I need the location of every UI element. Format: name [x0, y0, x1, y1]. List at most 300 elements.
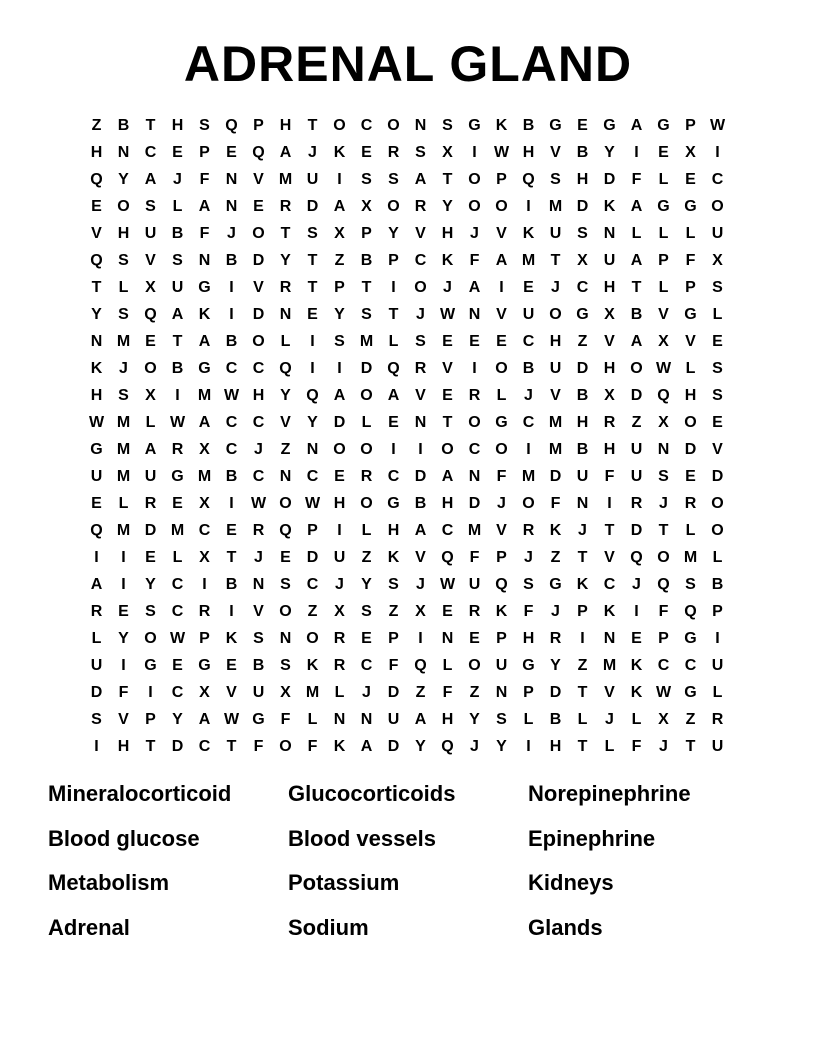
grid-letter: A [333, 198, 346, 215]
grid-letter: W [709, 117, 726, 134]
grid-letter: I [337, 171, 342, 188]
grid-letter: E [91, 495, 102, 512]
grid-letter: V [685, 333, 696, 350]
grid-letter: T [226, 738, 237, 755]
word-list-item: Mineralocorticoid [48, 781, 232, 806]
grid-letter: Z [361, 549, 372, 566]
grid-letter: E [631, 630, 642, 647]
grid-letter: B [630, 306, 643, 323]
grid-letter: B [360, 252, 373, 269]
grid-letter: E [118, 603, 129, 620]
grid-letter: L [685, 522, 696, 539]
grid-letter: V [415, 225, 426, 242]
grid-letter: O [360, 441, 373, 458]
grid-letter: U [144, 225, 157, 242]
grid-letter: E [226, 144, 237, 161]
grid-letter: Q [657, 576, 670, 593]
grid-letter: L [712, 306, 723, 323]
grid-letter: K [441, 252, 454, 269]
grid-letter: O [279, 738, 292, 755]
grid-letter: K [225, 630, 238, 647]
grid-letter: R [522, 522, 535, 539]
grid-letter: S [496, 711, 507, 728]
grid-letter: Y [604, 144, 615, 161]
grid-letter: Q [90, 171, 103, 188]
grid-letter: A [171, 306, 184, 323]
grid-letter: L [334, 684, 345, 701]
grid-letter: J [254, 549, 263, 566]
grid-letter: K [333, 144, 346, 161]
grid-letter: S [253, 630, 264, 647]
grid-letter: S [658, 468, 669, 485]
grid-letter: O [468, 414, 481, 431]
grid-letter: A [414, 711, 427, 728]
grid-letter: C [198, 738, 211, 755]
grid-letter: I [121, 657, 126, 674]
grid-letter: Y [361, 576, 372, 593]
grid-letter: E [658, 144, 669, 161]
grid-letter: G [684, 630, 697, 647]
grid-letter: R [279, 279, 292, 296]
grid-letter: L [496, 387, 507, 404]
grid-letter: M [548, 414, 563, 431]
grid-letter: U [387, 711, 400, 728]
grid-letter: I [175, 387, 180, 404]
grid-letter: A [387, 387, 400, 404]
grid-letter: G [549, 576, 562, 593]
grid-letter: V [604, 684, 615, 701]
grid-letter: M [521, 252, 536, 269]
grid-letter: A [414, 171, 427, 188]
grid-letter: S [523, 576, 534, 593]
grid-letter: I [607, 495, 612, 512]
grid-letter: V [253, 603, 264, 620]
grid-letter: J [443, 279, 452, 296]
grid-letter: H [90, 387, 103, 404]
grid-letter: C [522, 414, 535, 431]
grid-letter: L [388, 333, 399, 350]
grid-letter: Y [280, 387, 291, 404]
grid-letter: I [580, 630, 585, 647]
grid-letter: O [144, 630, 157, 647]
grid-letter: S [712, 387, 723, 404]
grid-letter: V [496, 522, 507, 539]
grid-letter: E [442, 333, 453, 350]
grid-letter: J [416, 576, 425, 593]
grid-letter: J [551, 279, 560, 296]
grid-letter: P [334, 279, 345, 296]
grid-letter: A [333, 387, 346, 404]
grid-letter: T [577, 549, 588, 566]
grid-letter: R [549, 630, 562, 647]
grid-letter: V [280, 414, 291, 431]
grid-letter: U [630, 468, 643, 485]
grid-letter: R [630, 495, 643, 512]
grid-letter: L [172, 549, 183, 566]
grid-letter: R [684, 495, 697, 512]
grid-letter: X [604, 387, 615, 404]
grid-letter: I [310, 360, 315, 377]
grid-letter: Y [118, 171, 129, 188]
grid-letter: G [468, 117, 481, 134]
grid-letter: F [442, 684, 453, 701]
grid-letter: Q [225, 117, 238, 134]
grid-letter: V [496, 306, 507, 323]
word-list-item: Metabolism [48, 870, 170, 895]
grid-letter: H [117, 225, 130, 242]
grid-letter: H [441, 495, 454, 512]
grid-letter: H [441, 711, 454, 728]
grid-letter: C [252, 468, 265, 485]
grid-letter: O [657, 549, 670, 566]
grid-letter: O [306, 630, 319, 647]
grid-letter: Q [522, 171, 535, 188]
grid-letter: F [118, 684, 129, 701]
grid-letter: X [199, 495, 210, 512]
grid-letter: C [225, 441, 238, 458]
grid-letter: R [252, 522, 265, 539]
grid-letter: W [223, 711, 240, 728]
grid-letter: I [121, 549, 126, 566]
grid-letter: U [711, 225, 724, 242]
grid-letter: R [468, 387, 481, 404]
grid-letter: D [90, 684, 103, 701]
grid-letter: I [229, 279, 234, 296]
grid-letter: U [630, 441, 643, 458]
word-list-item: Norepinephrine [528, 781, 691, 806]
grid-letter: M [521, 468, 536, 485]
grid-letter: U [711, 738, 724, 755]
grid-letter: N [225, 171, 238, 188]
grid-letter: P [523, 684, 534, 701]
grid-letter: V [550, 387, 561, 404]
grid-letter: A [144, 171, 157, 188]
grid-letter: M [305, 684, 320, 701]
grid-letter: K [630, 657, 643, 674]
grid-letter: S [361, 603, 372, 620]
grid-letter: D [549, 468, 562, 485]
grid-letter: J [308, 144, 317, 161]
grid-letter: X [712, 252, 723, 269]
grid-letter: E [226, 522, 237, 539]
grid-letter: D [333, 414, 346, 431]
grid-letter: P [307, 522, 318, 539]
grid-letter: U [252, 684, 265, 701]
grid-letter: A [495, 252, 508, 269]
grid-letter: W [250, 495, 267, 512]
grid-letter: R [333, 657, 346, 674]
grid-letter: X [334, 225, 345, 242]
grid-letter: O [252, 225, 265, 242]
grid-letter: Y [280, 252, 291, 269]
grid-letter: E [442, 387, 453, 404]
grid-letter: K [333, 738, 346, 755]
grid-letter: C [522, 333, 535, 350]
grid-letter: J [659, 738, 668, 755]
grid-letter: Q [306, 387, 319, 404]
grid-letter: S [307, 225, 318, 242]
grid-letter: K [495, 603, 508, 620]
grid-letter: C [711, 171, 724, 188]
grid-letter: O [522, 495, 535, 512]
grid-letter: X [604, 306, 615, 323]
grid-letter: H [90, 144, 103, 161]
grid-letter: K [306, 657, 319, 674]
grid-letter: X [658, 711, 669, 728]
grid-letter: G [198, 279, 211, 296]
grid-letter: J [470, 225, 479, 242]
grid-letter: B [117, 117, 130, 134]
grid-letter: N [657, 441, 670, 458]
grid-letter: M [116, 333, 131, 350]
grid-letter: D [144, 522, 157, 539]
grid-letter: S [334, 333, 345, 350]
grid-letter: L [91, 630, 102, 647]
grid-letter: T [577, 684, 588, 701]
grid-letter: D [549, 684, 562, 701]
grid-letter: J [659, 495, 668, 512]
grid-letter: L [307, 711, 318, 728]
grid-letter: I [472, 360, 477, 377]
grid-letter: L [172, 198, 183, 215]
grid-letter: R [333, 630, 346, 647]
grid-letter: S [388, 171, 399, 188]
grid-letter: E [469, 333, 480, 350]
grid-letter: W [439, 576, 456, 593]
grid-letter: F [550, 495, 561, 512]
grid-letter: S [280, 657, 291, 674]
grid-letter: Q [387, 360, 400, 377]
grid-letter: P [496, 630, 507, 647]
grid-letter: B [576, 144, 589, 161]
grid-letter: X [658, 333, 669, 350]
grid-letter: P [685, 117, 696, 134]
grid-letter: D [468, 495, 481, 512]
grid-letter: J [605, 711, 614, 728]
grid-letter: L [658, 279, 669, 296]
grid-letter: J [362, 684, 371, 701]
grid-letter: L [658, 225, 669, 242]
grid-letter: E [685, 171, 696, 188]
grid-letter: O [279, 495, 292, 512]
grid-letter: A [360, 738, 373, 755]
grid-letter: L [361, 414, 372, 431]
grid-letter: V [118, 711, 129, 728]
grid-letter: B [414, 495, 427, 512]
grid-letter: R [279, 198, 292, 215]
grid-letter: H [522, 630, 535, 647]
grid-letter: L [118, 279, 129, 296]
grid-letter: E [172, 495, 183, 512]
grid-letter: I [337, 360, 342, 377]
grid-letter: C [576, 279, 589, 296]
grid-letter: A [198, 198, 211, 215]
grid-letter: S [118, 306, 129, 323]
grid-letter: K [603, 198, 616, 215]
grid-letter: D [603, 171, 616, 188]
grid-letter: L [577, 711, 588, 728]
grid-letter: N [225, 198, 238, 215]
grid-letter: P [361, 225, 372, 242]
grid-letter: P [496, 549, 507, 566]
grid-letter: M [359, 333, 374, 350]
grid-letter: C [414, 252, 427, 269]
grid-letter: O [495, 360, 508, 377]
grid-letter: N [90, 333, 103, 350]
grid-letter: K [576, 576, 589, 593]
grid-letter: U [603, 252, 616, 269]
grid-letter: H [252, 387, 265, 404]
grid-letter: O [468, 657, 481, 674]
grid-letter: L [523, 711, 534, 728]
grid-letter: C [684, 657, 697, 674]
grid-letter: A [198, 333, 211, 350]
grid-letter: X [280, 684, 291, 701]
grid-letter: E [172, 657, 183, 674]
grid-letter: Z [334, 252, 345, 269]
grid-letter: Z [631, 414, 642, 431]
grid-letter: M [683, 549, 698, 566]
grid-letter: E [280, 549, 291, 566]
grid-letter: B [225, 576, 238, 593]
grid-letter: N [441, 630, 454, 647]
grid-letter: E [361, 144, 372, 161]
grid-letter: X [658, 414, 669, 431]
grid-letter: L [658, 171, 669, 188]
grid-letter: D [252, 252, 265, 269]
grid-letter: H [549, 738, 562, 755]
grid-letter: T [307, 279, 318, 296]
grid-letter: D [576, 198, 589, 215]
grid-letter: D [171, 738, 184, 755]
grid-letter: W [169, 414, 186, 431]
grid-letter: M [116, 522, 131, 539]
grid-letter: I [310, 333, 315, 350]
grid-letter: P [145, 711, 156, 728]
grid-letter: X [415, 603, 426, 620]
grid-letter: E [388, 414, 399, 431]
grid-letter: C [144, 144, 157, 161]
grid-letter: Z [550, 549, 561, 566]
grid-letter: A [414, 522, 427, 539]
grid-letter: O [117, 198, 130, 215]
grid-letter: T [172, 333, 183, 350]
grid-letter: E [523, 279, 534, 296]
grid-letter: L [631, 225, 642, 242]
grid-letter: P [685, 279, 696, 296]
grid-letter: M [278, 171, 293, 188]
grid-letter: B [576, 387, 589, 404]
grid-letter: V [253, 279, 264, 296]
grid-letter: J [254, 441, 263, 458]
word-list-item: Kidneys [528, 870, 614, 895]
grid-letter: F [658, 603, 669, 620]
grid-letter: T [145, 738, 156, 755]
grid-letter: R [414, 360, 427, 377]
grid-letter: H [333, 495, 346, 512]
grid-letter: C [198, 522, 211, 539]
grid-letter: E [145, 549, 156, 566]
grid-letter: O [468, 171, 481, 188]
grid-letter: W [655, 684, 672, 701]
grid-letter: V [604, 333, 615, 350]
grid-letter: H [117, 738, 130, 755]
grid-letter: U [144, 468, 157, 485]
grid-letter: U [549, 225, 562, 242]
grid-letter: G [387, 495, 400, 512]
grid-letter: X [334, 603, 345, 620]
grid-letter: K [522, 225, 535, 242]
grid-letter: V [226, 684, 237, 701]
grid-letter: J [470, 738, 479, 755]
grid-letter: F [496, 468, 507, 485]
grid-letter: T [307, 117, 318, 134]
grid-letter: T [145, 117, 156, 134]
grid-letter: A [144, 441, 157, 458]
grid-letter: J [632, 576, 641, 593]
grid-letter: L [685, 225, 696, 242]
grid-letter: I [418, 441, 423, 458]
grid-letter: C [441, 522, 454, 539]
grid-letter: B [252, 657, 265, 674]
grid-letter: C [225, 360, 238, 377]
grid-letter: L [145, 414, 156, 431]
grid-letter: B [171, 225, 184, 242]
grid-letter: B [522, 360, 535, 377]
grid-letter: S [199, 117, 210, 134]
grid-letter: L [712, 549, 723, 566]
grid-letter: I [148, 684, 153, 701]
grid-letter: M [116, 468, 131, 485]
grid-letter: C [360, 117, 373, 134]
grid-letter: U [468, 576, 481, 593]
grid-letter: E [442, 603, 453, 620]
grid-letter: I [634, 603, 639, 620]
grid-letter: X [442, 144, 453, 161]
grid-letter: J [524, 549, 533, 566]
grid-letter: Q [252, 144, 265, 161]
grid-letter: X [361, 198, 372, 215]
grid-letter: Q [441, 549, 454, 566]
grid-letter: N [468, 306, 481, 323]
grid-letter: S [361, 306, 372, 323]
grid-letter: Q [144, 306, 157, 323]
grid-letter: I [526, 198, 531, 215]
grid-letter: V [658, 306, 669, 323]
grid-letter: N [468, 468, 481, 485]
grid-letter: F [631, 738, 642, 755]
grid-letter: G [684, 198, 697, 215]
grid-letter: I [229, 306, 234, 323]
grid-letter: V [145, 252, 156, 269]
grid-letter: G [171, 468, 184, 485]
grid-letter: N [414, 414, 427, 431]
grid-letter: N [603, 225, 616, 242]
grid-letter: T [280, 225, 291, 242]
grid-letter: T [577, 738, 588, 755]
grid-letter: Q [441, 738, 454, 755]
grid-letter: M [170, 522, 185, 539]
grid-letter: S [388, 576, 399, 593]
grid-letter: N [576, 495, 589, 512]
grid-letter: T [361, 279, 372, 296]
grid-letter: L [280, 333, 291, 350]
grid-letter: V [550, 144, 561, 161]
word-list-item: Adrenal [48, 914, 130, 940]
grid-letter: J [524, 387, 533, 404]
grid-letter: A [90, 576, 103, 593]
grid-letter: T [631, 279, 642, 296]
